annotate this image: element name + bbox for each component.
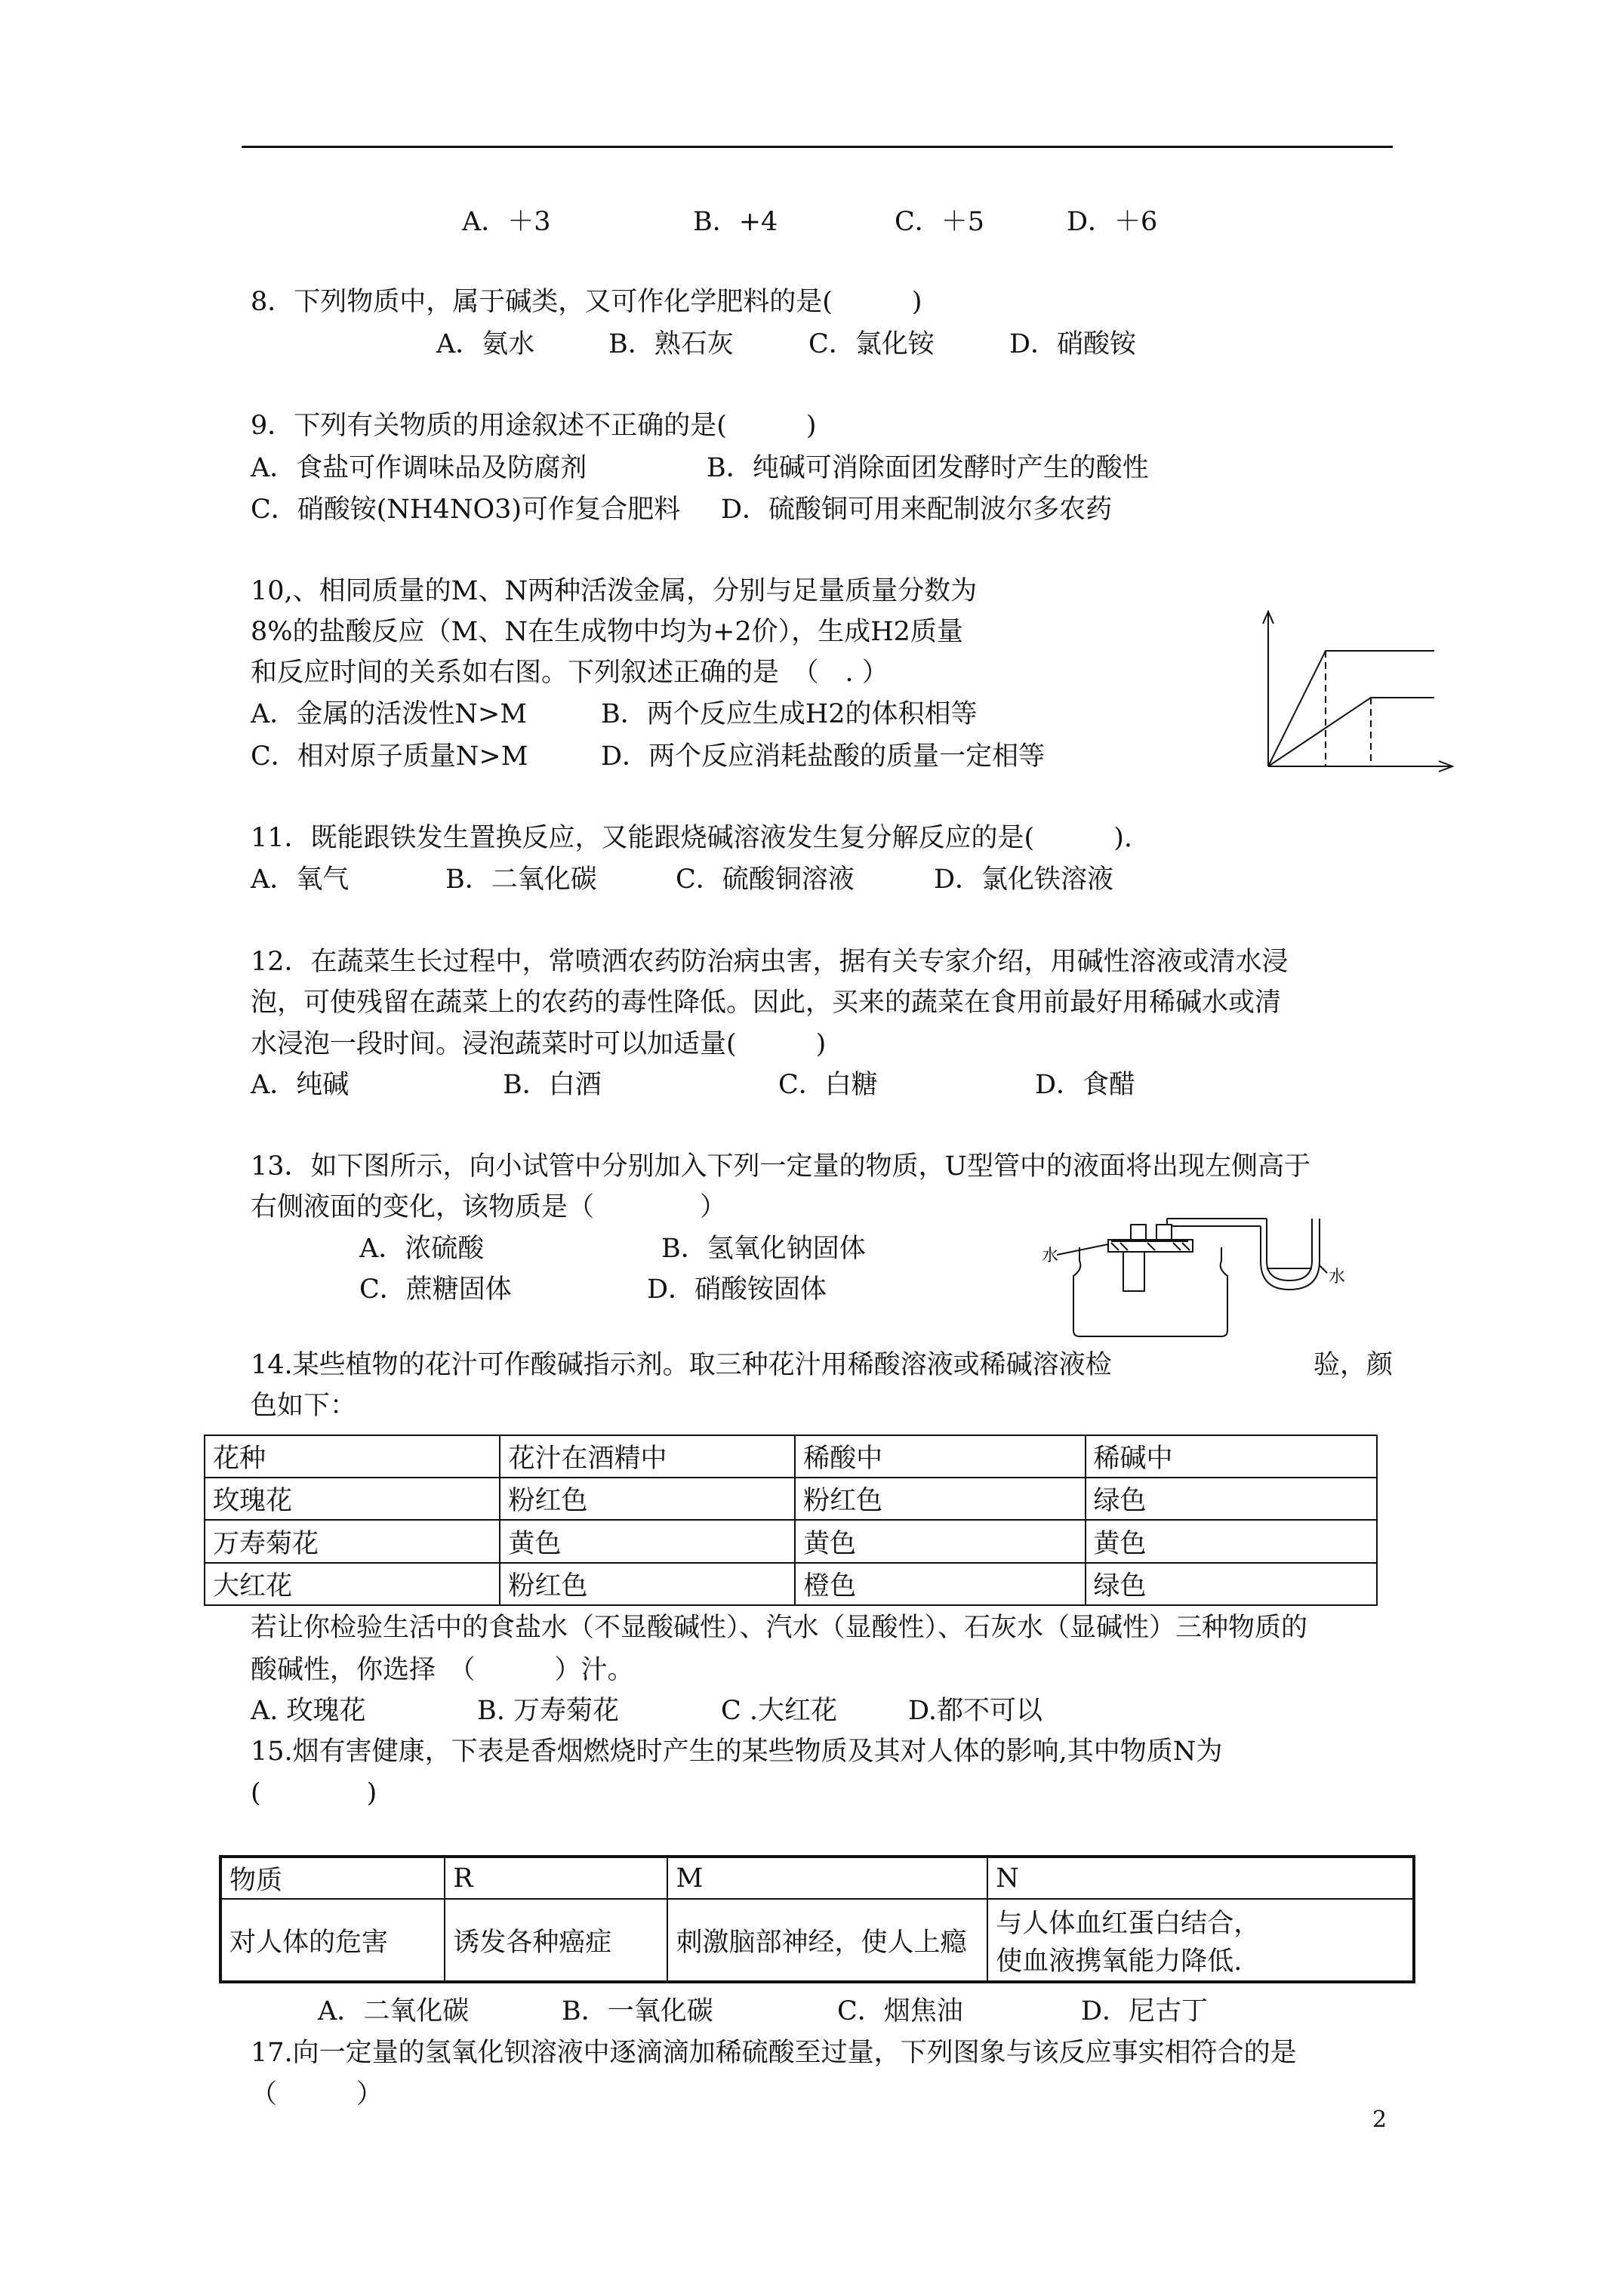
- table-header: 花种: [205, 1435, 500, 1478]
- q12-option-b: B．白酒: [503, 1070, 602, 1100]
- q8-option-c: C．氯化铵: [808, 329, 935, 359]
- water-label-right: 水: [1329, 1268, 1346, 1287]
- table-header: R: [445, 1857, 667, 1899]
- page-number: 2: [1372, 2106, 1387, 2133]
- q14-line1-end: 验，颜: [1313, 1350, 1394, 1380]
- table-cell: 万寿菊花: [205, 1520, 500, 1563]
- q15-option-d: D．尼古丁: [1081, 1996, 1209, 2026]
- q12-option-a: A．纯碱: [251, 1070, 350, 1100]
- table-header: M: [667, 1857, 987, 1899]
- table-header: 稀碱中: [1086, 1435, 1377, 1478]
- q12-line2: 泡，可使残留在蔬菜上的农药的毒性降低。因此，买来的蔬菜在食用前最好用稀碱水或清: [251, 988, 1282, 1018]
- q10-graph: [1253, 604, 1457, 778]
- q15-option-b: B．一氧化碳: [562, 1996, 713, 2026]
- table-row: [205, 1563, 1377, 1605]
- header-rule: [242, 146, 1393, 148]
- table-header-row: [220, 1857, 1414, 1899]
- table-header: 花汁在酒精中: [500, 1435, 795, 1478]
- q14-line2: 色如下：: [251, 1391, 357, 1421]
- q12-line1: 12．在蔬菜生长过程中，常喷洒农药防治病虫害，据有关专家介绍，用碱性溶液或清水浸: [251, 947, 1289, 977]
- water-label-left: 水: [1042, 1247, 1059, 1265]
- table-cell-line: 使血液携氧能力降低.: [996, 1946, 1243, 1977]
- q10-option-b: B．两个反应生成H2的体积相等: [601, 699, 978, 729]
- table-cell: 绿色: [1086, 1563, 1377, 1605]
- table-cell: 诱发各种癌症: [445, 1899, 667, 1982]
- q11-option-b: B．二氧化碳: [445, 864, 597, 895]
- table-cell: 粉红色: [500, 1478, 795, 1520]
- q11-option-a: A．氧气: [251, 864, 350, 895]
- table-row: [205, 1478, 1377, 1520]
- q7-option-c: C．＋5: [895, 207, 985, 237]
- table-header-row: [205, 1435, 1377, 1478]
- q9-option-c: C．硝酸铵(NH4NO3)可作复合肥料: [251, 495, 681, 525]
- q17-line1: 17.向一定量的氢氧化钡溶液中逐滴滴加稀硫酸至过量，下列图象与该反应事实相符合的是: [251, 2038, 1297, 2068]
- table-cell: 绿色: [1086, 1478, 1377, 1520]
- table-cell: 黄色: [795, 1520, 1085, 1563]
- q10-option-c: C．相对原子质量N>M: [251, 741, 528, 772]
- q10-line3: 和反应时间的关系如右图。下列叙述正确的是 （ . ）: [251, 658, 888, 688]
- q9-option-d: D．硫酸铜可用来配制波尔多农药: [721, 495, 1113, 525]
- q12-line3: 水浸泡一段时间。浸泡蔬菜时可以加适量( ): [251, 1029, 827, 1059]
- q13-option-a: A．浓硫酸: [359, 1234, 485, 1264]
- q13-option-c: C．蔗糖固体: [359, 1274, 512, 1305]
- q13-line2: 右侧液面的变化，该物质是（ ）: [251, 1192, 727, 1222]
- q7-option-d: D．＋6: [1067, 207, 1158, 237]
- table-cell: 玫瑰花: [205, 1478, 500, 1520]
- q15-option-c: C．烟焦油: [837, 1996, 963, 2026]
- q14-option-d: D.都不可以: [908, 1696, 1042, 1726]
- table-cell: 粉红色: [500, 1563, 795, 1605]
- q14-line4: 酸碱性，你选择 （ ）汁。: [251, 1655, 634, 1685]
- table-cell: 大红花: [205, 1563, 500, 1605]
- table-row: [205, 1520, 1377, 1563]
- q7-option-a: A．＋3: [462, 207, 551, 237]
- q11-option-c: C．硫酸铜溶液: [676, 864, 855, 895]
- q10-option-a: A．金属的活泼性N>M: [251, 699, 528, 729]
- q14-option-c: C .大红花: [721, 1696, 838, 1726]
- q9-stem: 9．下列有关物质的用途叙述不正确的是( ): [251, 411, 817, 441]
- q10-option-d: D．两个反应消耗盐酸的质量一定相等: [601, 741, 1046, 772]
- q14-option-b: B. 万寿菊花: [477, 1696, 619, 1726]
- q13-line1: 13．如下图所示，向小试管中分别加入下列一定量的物质，U型管中的液面将出现左侧高于: [251, 1151, 1311, 1182]
- q11-stem: 11．既能跟铁发生置换反应，又能跟烧碱溶液发生复分解反应的是( ).: [251, 823, 1132, 853]
- q12-option-d: D．食醋: [1035, 1070, 1136, 1100]
- q14-line1: 14.某些植物的花汁可作酸碱指示剂。取三种花汁用稀酸溶液或稀碱溶液检: [251, 1350, 1112, 1380]
- q14-option-a: A. 玫瑰花: [251, 1696, 366, 1726]
- q17-line2: （ ）: [251, 2079, 383, 2110]
- table-cell: 黄色: [500, 1520, 795, 1563]
- q9-option-a: A．食盐可作调味品及防腐剂: [251, 453, 587, 483]
- table-cell: 对人体的危害: [220, 1899, 445, 1982]
- q11-option-d: D．氯化铁溶液: [934, 864, 1114, 895]
- q8-stem: 8．下列物质中，属于碱类，又可作化学肥料的是( ): [251, 287, 922, 317]
- table-header: N: [987, 1857, 1414, 1899]
- q9-option-b: B．纯碱可消除面团发酵时产生的酸性: [707, 453, 1149, 483]
- q13-option-d: D．硝酸铵固体: [647, 1274, 827, 1305]
- q15-option-a: A．二氧化碳: [318, 1996, 470, 2026]
- q12-option-c: C．白糖: [778, 1070, 878, 1100]
- table-cell: 刺激脑部神经，使人上瘾: [667, 1899, 987, 1982]
- table-row: [220, 1899, 1414, 1982]
- q13-apparatus-diagram: [1027, 1208, 1389, 1340]
- q14-line3: 若让你检验生活中的食盐水（不显酸碱性）、汽水（显酸性）、石灰水（显碱性）三种物质的: [251, 1613, 1308, 1643]
- q8-option-a: A．氨水: [436, 329, 535, 359]
- q15-line2: ( ): [251, 1778, 377, 1808]
- table-header: 物质: [220, 1857, 445, 1899]
- q10-line1: 10,、相同质量的M、N两种活泼金属，分别与足量质量分数为: [251, 576, 978, 606]
- q7-option-b: B．+4: [693, 207, 778, 237]
- q8-option-d: D．硝酸铵: [1009, 329, 1137, 359]
- q15-smoke-table: [219, 1855, 1415, 1983]
- table-cell: 橙色: [795, 1563, 1085, 1605]
- q14-flower-table: [204, 1435, 1378, 1606]
- q15-line1: 15.烟有害健康，下表是香烟燃烧时产生的某些物质及其对人体的影响,其中物质N为: [251, 1737, 1223, 1767]
- table-cell-multiline: [987, 1899, 1414, 1982]
- q13-option-b: B．氢氧化钠固体: [661, 1234, 866, 1264]
- q10-line2: 8%的盐酸反应（M、N在生成物中均为+2价），生成H2质量: [251, 617, 963, 647]
- table-cell: 黄色: [1086, 1520, 1377, 1563]
- table-cell: 粉红色: [795, 1478, 1085, 1520]
- table-cell-line: 与人体血红蛋白结合，: [996, 1908, 1261, 1939]
- table-header: 稀酸中: [795, 1435, 1085, 1478]
- q8-option-b: B．熟石灰: [608, 329, 734, 359]
